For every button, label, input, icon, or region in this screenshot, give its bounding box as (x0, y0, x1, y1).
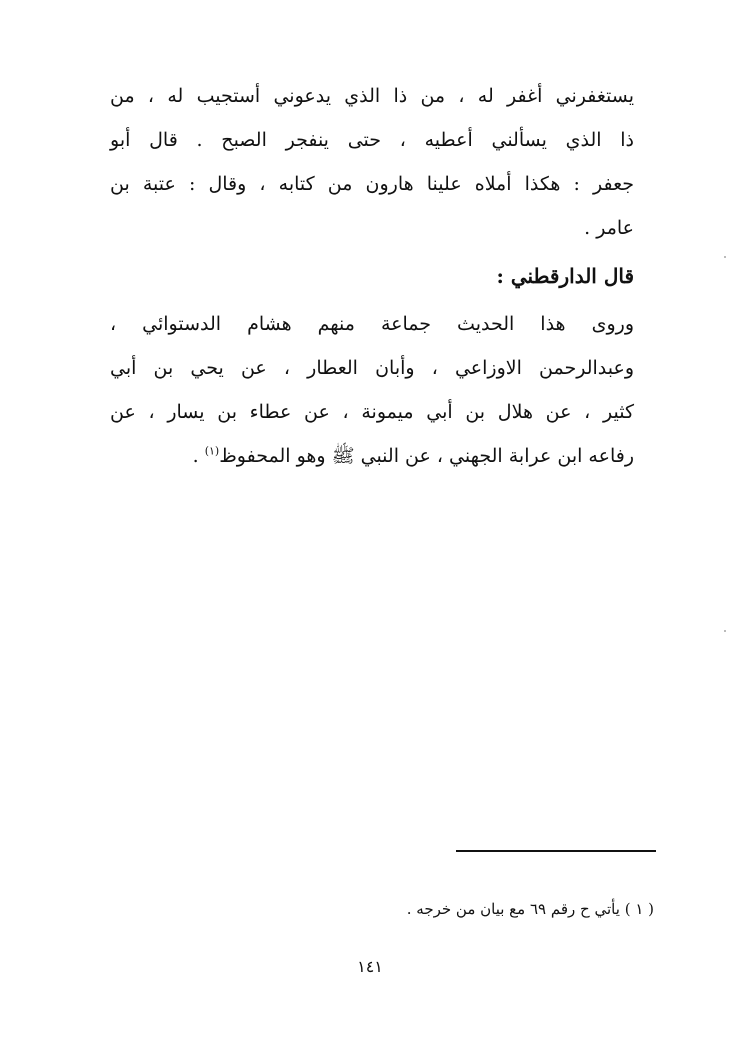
text-line: يستغفرني أغفر له ، من ذا الذي يدعوني أستجيب له ، من (110, 85, 634, 107)
section-heading: قال الدارقطني : (496, 264, 634, 288)
final-period: . (192, 445, 199, 467)
footnote-divider (456, 850, 656, 852)
page-number: ١٤١ (357, 957, 383, 976)
text-line: جعفر : هكذا أملاه علينا هارون من كتابه ، وقال : عتبة بن (110, 173, 634, 195)
footnote-text: يأتي ح رقم ٦٩ مع بيان من خرجه . (406, 900, 620, 918)
footnote-marker: ( ١ ) (624, 900, 654, 918)
footnote (134, 896, 654, 922)
scan-speck (724, 630, 726, 632)
text-line: وروى هذا الحديث جماعة منهم هشام الدستوائي ، (110, 313, 634, 335)
text-line: عامر . (584, 217, 634, 239)
main-text (110, 74, 634, 478)
footnote-reference: (١) (204, 444, 220, 458)
text-line: كثير ، عن هلال بن أبي ميمونة ، عن عطاء بن يسار ، عن (110, 401, 634, 423)
text-line: وعبدالرحمن الاوزاعي ، وأبان العطار ، عن يحي بن أبي (110, 357, 634, 379)
text-segment: رفاعه ابن عرابة الجهني ، عن النبي ﷺ وهو المحفوظ (219, 445, 634, 467)
scan-speck (724, 256, 726, 258)
text-line: ذا الذي يسألني أعطيه ، حتى ينفجر الصبح . قال أبو (110, 129, 634, 151)
text-line-last (110, 434, 634, 478)
